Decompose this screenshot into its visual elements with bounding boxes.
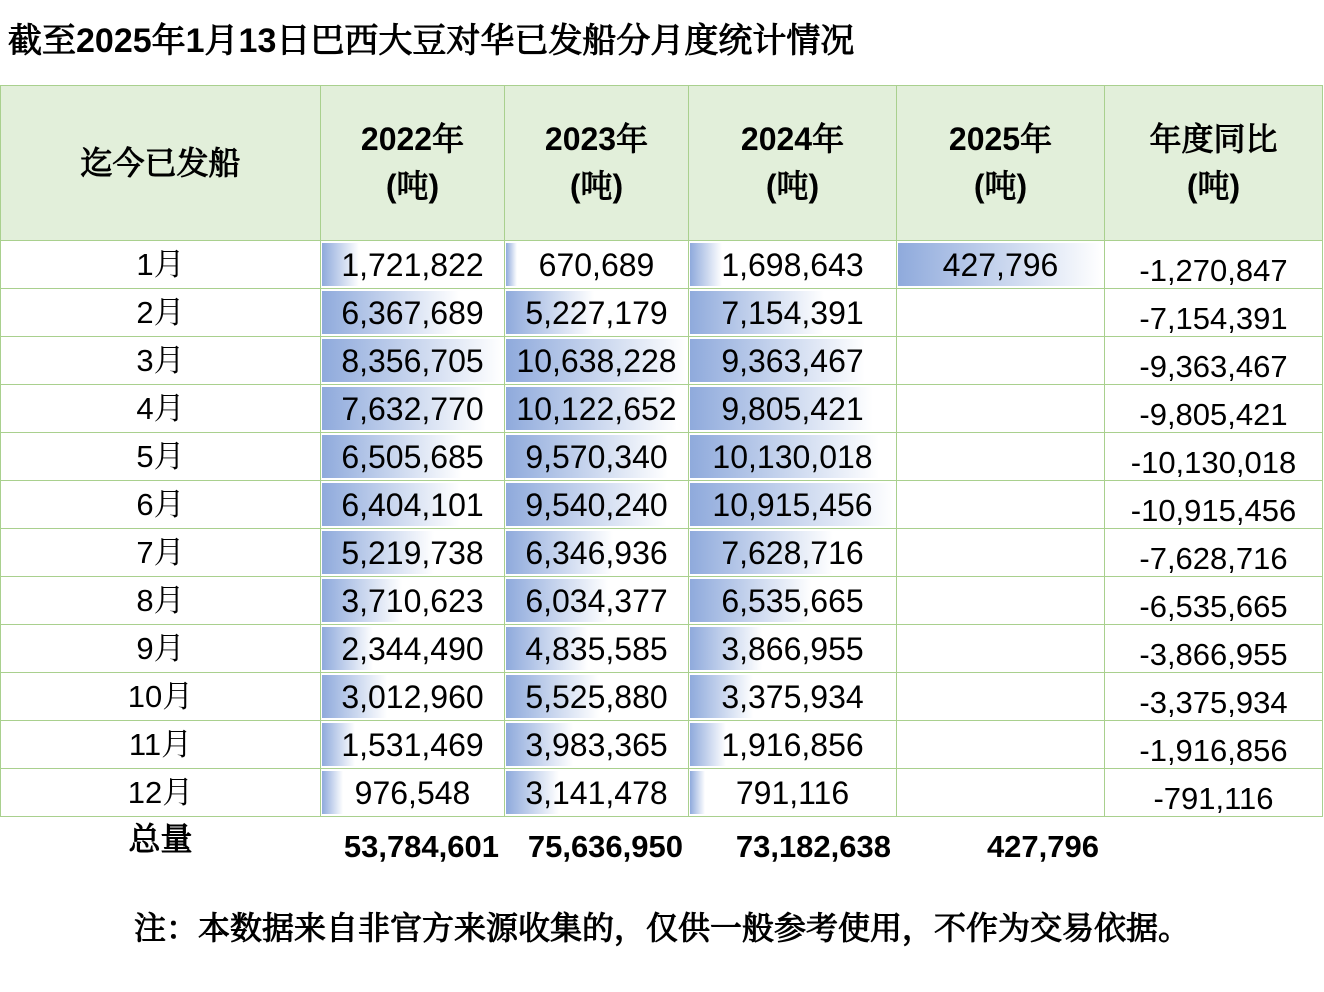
value-cell-2023 bbox=[505, 241, 689, 289]
row-header-cell bbox=[1, 86, 321, 241]
value-cell-2025 bbox=[897, 673, 1105, 721]
value-text: 1,698,643 bbox=[721, 246, 864, 283]
total-row bbox=[0, 817, 1323, 873]
value-cell-2023 bbox=[505, 385, 689, 433]
value-text: -10,915,456 bbox=[1130, 492, 1297, 528]
value-text: 3,710,623 bbox=[341, 582, 484, 619]
value-cell-2022 bbox=[321, 577, 505, 625]
value-text: 3,866,955 bbox=[721, 630, 864, 667]
value-cell-2024 bbox=[689, 337, 897, 385]
value-cell-2022 bbox=[321, 481, 505, 529]
month-label: 9月 bbox=[1, 625, 321, 673]
value-cell-2024 bbox=[689, 385, 897, 433]
column-header-unit: (吨) bbox=[1186, 168, 1241, 204]
value-text: 3,375,934 bbox=[721, 678, 864, 715]
value-cell-2023 bbox=[505, 337, 689, 385]
value-text: 3,141,478 bbox=[525, 774, 668, 811]
value-text: -9,363,467 bbox=[1139, 348, 1288, 384]
value-text: 1,916,856 bbox=[721, 726, 864, 763]
value-text: 1,721,822 bbox=[341, 246, 484, 283]
value-text: 8,356,705 bbox=[341, 342, 484, 379]
value-text: -1,270,847 bbox=[1139, 252, 1288, 288]
value-text: 9,570,340 bbox=[525, 438, 668, 475]
column-header-unit: (吨) bbox=[385, 168, 440, 204]
value-text: -9,805,421 bbox=[1139, 396, 1288, 432]
value-cell-2024 bbox=[689, 433, 897, 481]
value-cell-year-on-year bbox=[1105, 673, 1323, 721]
column-header-unit: (吨) bbox=[569, 168, 624, 204]
value-cell-2023 bbox=[505, 481, 689, 529]
value-cell-2024 bbox=[689, 289, 897, 337]
value-cell-2022 bbox=[321, 529, 505, 577]
value-text: 10,915,456 bbox=[712, 486, 873, 523]
value-cell-2022 bbox=[321, 385, 505, 433]
value-cell-2025 bbox=[897, 433, 1105, 481]
value-text: 9,805,421 bbox=[721, 390, 864, 427]
shipment-table bbox=[0, 85, 1323, 817]
value-cell-2025 bbox=[897, 577, 1105, 625]
value-cell-2025 bbox=[897, 385, 1105, 433]
value-text: 7,628,716 bbox=[721, 534, 864, 571]
value-cell-2023 bbox=[505, 289, 689, 337]
value-text: -791,116 bbox=[1153, 780, 1274, 816]
value-cell-year-on-year bbox=[1105, 385, 1323, 433]
value-text: 4,835,585 bbox=[525, 630, 668, 667]
month-label: 1月 bbox=[1, 241, 321, 289]
value-text: 9,540,240 bbox=[525, 486, 668, 523]
value-cell-2023 bbox=[505, 673, 689, 721]
value-cell-2022 bbox=[321, 241, 505, 289]
value-cell-2025 bbox=[897, 721, 1105, 769]
value-cell-2024 bbox=[689, 577, 897, 625]
value-cell-2022 bbox=[321, 673, 505, 721]
value-cell-2025 bbox=[897, 481, 1105, 529]
value-cell-2025 bbox=[897, 769, 1105, 817]
value-cell-2022 bbox=[321, 289, 505, 337]
value-cell-2024 bbox=[689, 241, 897, 289]
value-text: -3,866,955 bbox=[1139, 636, 1288, 672]
value-cell-year-on-year bbox=[1105, 769, 1323, 817]
month-label: 3月 bbox=[1, 337, 321, 385]
month-label: 2月 bbox=[1, 289, 321, 337]
value-text: -7,154,391 bbox=[1139, 300, 1288, 336]
value-cell-2025 bbox=[897, 625, 1105, 673]
value-text: 5,219,738 bbox=[341, 534, 484, 571]
value-text: 2,344,490 bbox=[341, 630, 484, 667]
column-header-unit: (吨) bbox=[973, 168, 1028, 204]
total-value-2024: 73,182,638 bbox=[735, 829, 891, 864]
value-cell-2022 bbox=[321, 433, 505, 481]
column-header-label: 2022年 bbox=[360, 121, 465, 157]
total-label: 总量 bbox=[128, 821, 193, 857]
value-cell-2023 bbox=[505, 769, 689, 817]
value-text: -7,628,716 bbox=[1139, 540, 1288, 576]
value-cell-year-on-year bbox=[1105, 337, 1323, 385]
month-label: 10月 bbox=[1, 673, 321, 721]
value-cell-year-on-year bbox=[1105, 241, 1323, 289]
total-value-2023: 75,636,950 bbox=[527, 829, 683, 864]
column-header-year-on-year bbox=[1105, 86, 1323, 241]
value-text: 7,154,391 bbox=[721, 294, 864, 331]
month-label: 7月 bbox=[1, 529, 321, 577]
value-cell-2023 bbox=[505, 433, 689, 481]
column-header-2024 bbox=[689, 86, 897, 241]
total-value-2022: 53,784,601 bbox=[343, 829, 499, 864]
value-text: 6,367,689 bbox=[341, 294, 484, 331]
month-label: 4月 bbox=[1, 385, 321, 433]
value-cell-2022 bbox=[321, 721, 505, 769]
column-header-2025 bbox=[897, 86, 1105, 241]
total-value-year-on-year bbox=[1105, 817, 1323, 873]
month-label: 11月 bbox=[1, 721, 321, 769]
value-text: 5,525,880 bbox=[525, 678, 668, 715]
value-text: 427,796 bbox=[942, 246, 1059, 283]
value-text: 10,122,652 bbox=[516, 390, 677, 427]
value-cell-year-on-year bbox=[1105, 721, 1323, 769]
value-text: 6,535,665 bbox=[721, 582, 864, 619]
value-cell-2022 bbox=[321, 337, 505, 385]
value-cell-2024 bbox=[689, 481, 897, 529]
value-cell-year-on-year bbox=[1105, 433, 1323, 481]
value-cell-year-on-year bbox=[1105, 289, 1323, 337]
value-text: 6,404,101 bbox=[341, 486, 484, 523]
value-text: 5,227,179 bbox=[525, 294, 668, 331]
column-header-2022 bbox=[321, 86, 505, 241]
disclaimer-note: 注：本数据来自非官方来源收集的，仅供一般参考使用，不作为交易依据。 bbox=[133, 910, 1190, 946]
month-label: 12月 bbox=[1, 769, 321, 817]
value-text: 10,638,228 bbox=[516, 342, 677, 379]
value-cell-2023 bbox=[505, 721, 689, 769]
value-text: 3,983,365 bbox=[525, 726, 668, 763]
value-text: 7,632,770 bbox=[341, 390, 484, 427]
column-header-2023 bbox=[505, 86, 689, 241]
month-label: 5月 bbox=[1, 433, 321, 481]
value-text: 10,130,018 bbox=[712, 438, 873, 475]
value-cell-year-on-year bbox=[1105, 577, 1323, 625]
value-text: 6,034,377 bbox=[525, 582, 668, 619]
value-cell-2024 bbox=[689, 673, 897, 721]
data-bar-2023 bbox=[506, 243, 517, 286]
value-text: 6,505,685 bbox=[341, 438, 484, 475]
value-text: 1,531,469 bbox=[341, 726, 484, 763]
month-label: 6月 bbox=[1, 481, 321, 529]
value-cell-2024 bbox=[689, 529, 897, 577]
value-cell-year-on-year bbox=[1105, 481, 1323, 529]
value-text: 791,116 bbox=[735, 774, 850, 811]
data-bar-2024 bbox=[690, 771, 705, 814]
value-cell-year-on-year bbox=[1105, 529, 1323, 577]
value-text: 976,548 bbox=[354, 774, 471, 811]
value-cell-2025 bbox=[897, 529, 1105, 577]
column-header-label: 2023年 bbox=[544, 121, 649, 157]
column-header-label: 年度同比 bbox=[1149, 121, 1278, 157]
data-bar-2024 bbox=[690, 243, 722, 286]
column-header-label: 2024年 bbox=[740, 121, 845, 157]
value-text: -6,535,665 bbox=[1139, 588, 1288, 624]
value-cell-2023 bbox=[505, 529, 689, 577]
page-title: 截至2025年1月13日巴西大豆对华已发船分月度统计情况 bbox=[8, 22, 855, 60]
column-header-unit: (吨) bbox=[765, 168, 820, 204]
value-cell-2024 bbox=[689, 625, 897, 673]
row-header-label: 迄今已发船 bbox=[80, 144, 241, 181]
value-text: 670,689 bbox=[538, 246, 655, 283]
value-cell-2022 bbox=[321, 625, 505, 673]
value-cell-2022 bbox=[321, 769, 505, 817]
value-cell-2023 bbox=[505, 577, 689, 625]
value-text: 3,012,960 bbox=[341, 678, 484, 715]
value-cell-2025 bbox=[897, 337, 1105, 385]
month-label: 8月 bbox=[1, 577, 321, 625]
value-text: -10,130,018 bbox=[1130, 444, 1297, 480]
value-cell-2024 bbox=[689, 721, 897, 769]
value-text: 9,363,467 bbox=[721, 342, 864, 379]
data-bar-2022 bbox=[322, 771, 343, 814]
value-cell-2025 bbox=[897, 241, 1105, 289]
value-text: -1,916,856 bbox=[1139, 732, 1288, 768]
value-cell-2024 bbox=[689, 769, 897, 817]
value-cell-2023 bbox=[505, 625, 689, 673]
value-cell-2025 bbox=[897, 289, 1105, 337]
column-header-label: 2025年 bbox=[948, 121, 1053, 157]
value-text: 6,346,936 bbox=[525, 534, 668, 571]
total-value-2025: 427,796 bbox=[986, 829, 1099, 864]
value-text: -3,375,934 bbox=[1139, 684, 1288, 720]
value-cell-year-on-year bbox=[1105, 625, 1323, 673]
